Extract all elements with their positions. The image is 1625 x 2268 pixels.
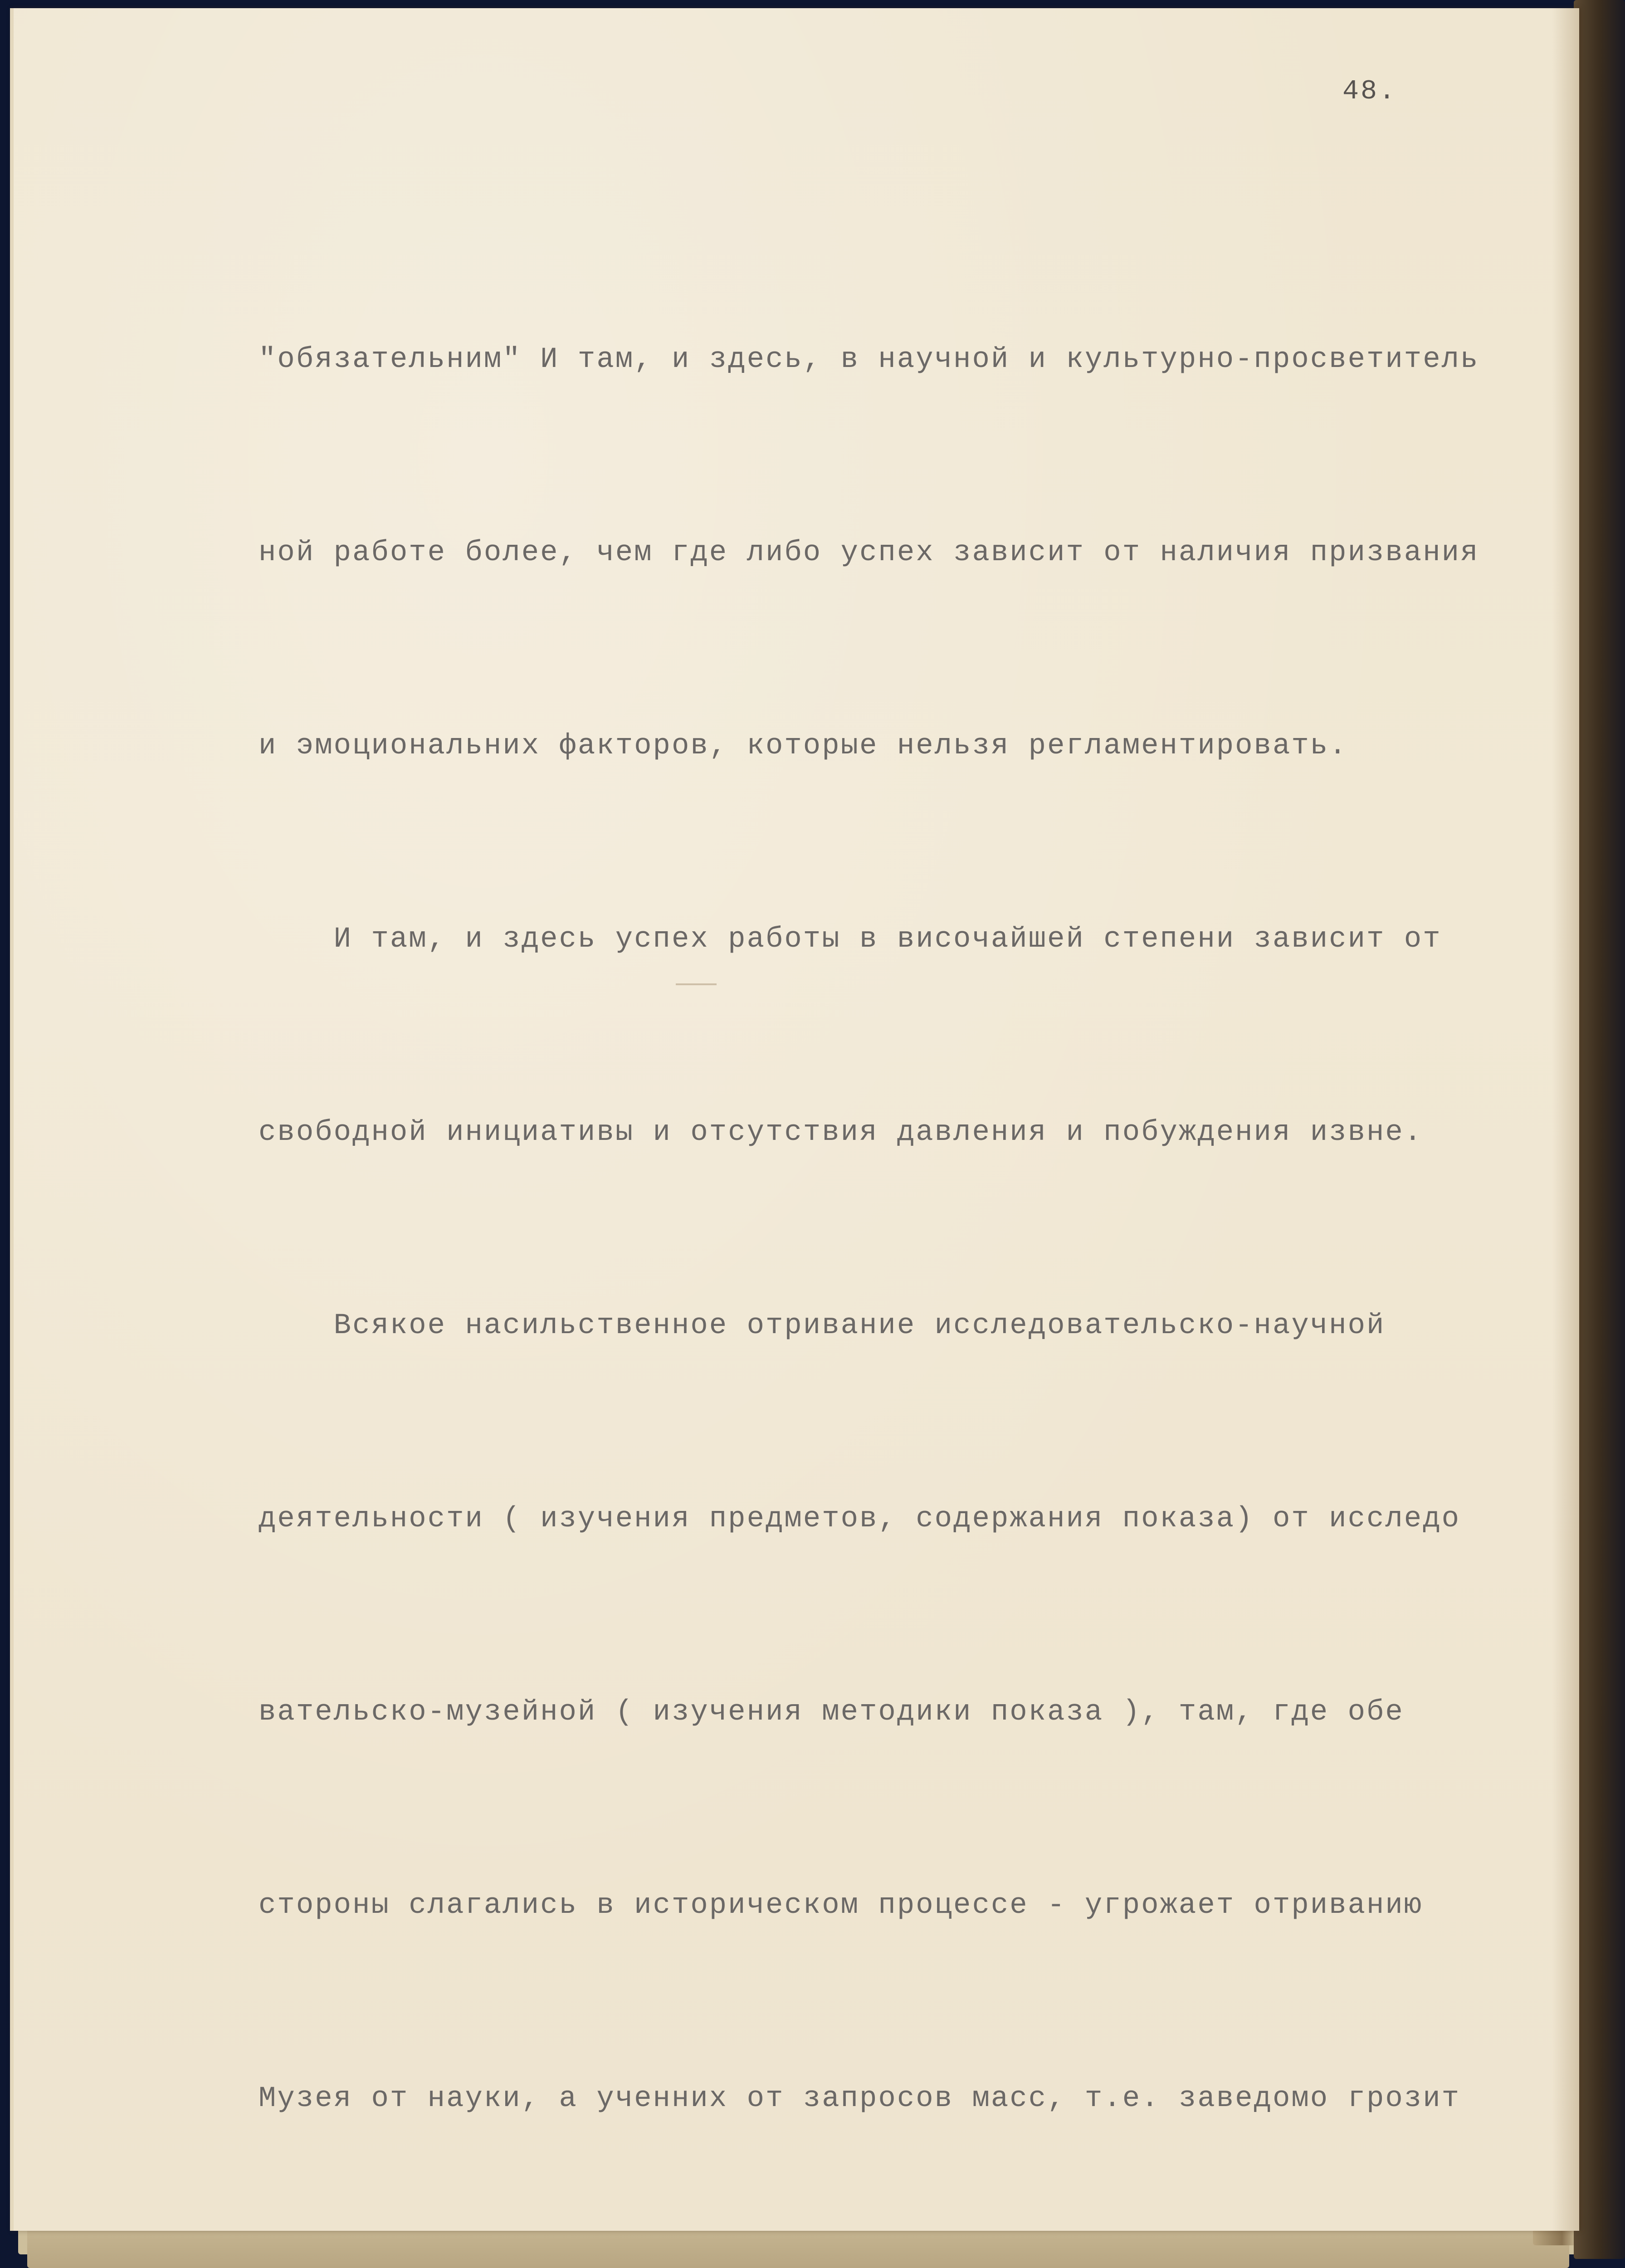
text-line: "обязательним" И там, и здесь, в научной и культурно-просветитель xyxy=(259,343,1479,376)
text-line: и эмоциональних факторов, которые нельзя регламентировать. xyxy=(259,730,1348,763)
text-line: стороны слагались в историческом процессе - угрожает отриванию xyxy=(259,1889,1423,1922)
typewritten-text xyxy=(259,199,1596,2268)
document-page xyxy=(10,8,1579,2231)
page-number: 48. xyxy=(1342,76,1397,107)
text-line: вательско-музейной ( изучения методики показа ), там, где обе xyxy=(259,1696,1404,1729)
text-line: Музея от науки, а ученних от запросов масс, т.е. заведомо грозит xyxy=(259,2082,1460,2115)
text-line: деятельности ( изучения предметов, содержания показа) от исследо xyxy=(259,1503,1460,1535)
stray-mark xyxy=(676,983,717,985)
text-line: Всякое насильственное отривание исследовательско-научной xyxy=(259,1310,1386,1342)
text-line: И там, и здесь успех работы в височайшей степени зависит от xyxy=(259,923,1442,956)
text-line xyxy=(259,2260,1596,2268)
text-line: ной работе более, чем где либо успех зависит от наличия призвания xyxy=(259,537,1479,569)
text-line: свободной инициативы и отсутствия давления и побуждения извне. xyxy=(259,1116,1423,1149)
